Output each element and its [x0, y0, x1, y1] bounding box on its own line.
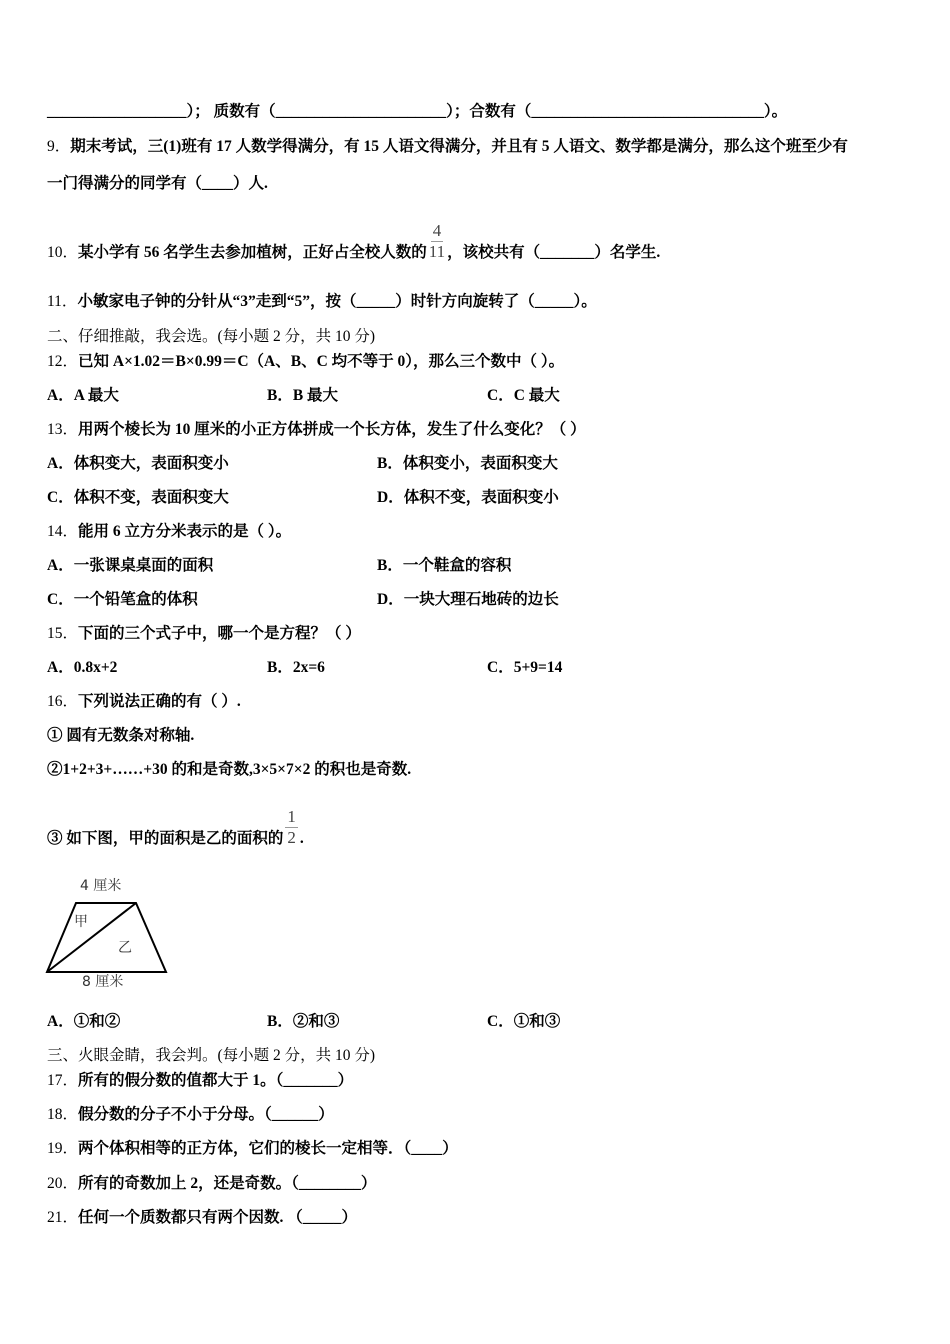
q16: 16．下列说法正确的有（ ）.	[47, 693, 241, 710]
q15-option: B．2x=6	[267, 659, 325, 676]
q14: 14．能用 6 立方分米表示的是（ ）。	[47, 523, 292, 540]
fraction: $\frac{4}{11}$	[428, 221, 446, 261]
q14-option: C．一个铅笔盒的体积	[47, 591, 198, 608]
q8-tail: __________________）； 质数有（______________________）；合数有（______________________________）。	[47, 103, 788, 120]
section-3-heading: 三、火眼金睛，我会判。(每小题 2 分，共 10 分)	[47, 1047, 376, 1064]
q13-option: C．体积不变，表面积变大	[47, 489, 229, 506]
q14-option: B．一个鞋盒的容积	[377, 557, 512, 574]
q12-option: A．A 最大	[47, 387, 119, 404]
q9: 9．期末考试，三(1)班有 17 人数学得满分，有 15 人语文得满分，并且有 5 人语文、数学都是满分，那么这个班至少有	[47, 138, 848, 155]
judge-item: 20．所有的奇数加上 2，还是奇数。（________）	[47, 1175, 377, 1192]
q16-statement-1: ① 圆有无数条对称轴.	[47, 727, 195, 744]
q10: 10．某小学有 56 名学生去参加植树，正好占全校人数的 $\frac{4}{11}$ ，该校共有（_______）名学生.	[47, 221, 661, 262]
fraction: $\frac{1}{2}$	[287, 807, 296, 847]
q16-option: A．①和②	[47, 1013, 121, 1030]
judge-item: 17．所有的假分数的值都大于 1。（_______）	[47, 1072, 354, 1089]
q9-line2: 一门得满分的同学有（____）人.	[47, 175, 268, 192]
judge-item: 18．假分数的分子不小于分母。（______）	[47, 1106, 334, 1123]
q13-option: D．体积不变，表面积变小	[377, 489, 559, 506]
q13: 13．用两个棱长为 10 厘米的小正方体拼成一个长方体，发生了什么变化？（ ）	[47, 421, 586, 438]
q12-option: B．B 最大	[267, 387, 339, 404]
section-2-heading: 二、仔细推敲，我会选。(每小题 2 分，共 10 分)	[47, 328, 376, 345]
bottom-length-label: 8 厘米	[82, 974, 124, 990]
judge-item: 21．任何一个质数都只有两个因数. （_____）	[47, 1209, 358, 1226]
region-yi-label: 乙	[118, 940, 132, 956]
q13-option: A．体积变大，表面积变小	[47, 455, 229, 472]
q12-option: C．C 最大	[487, 387, 560, 404]
trapezoid-shape	[47, 903, 166, 972]
q16-statement-2: ②1+2+3+……+30 的和是奇数,3×5×7×2 的积也是奇数.	[47, 761, 412, 778]
q13-option: B．体积变小，表面积变大	[377, 455, 558, 472]
region-jia-label: 甲	[74, 914, 88, 930]
judge-item: 19．两个体积相等的正方体，它们的棱长一定相等．（____）	[47, 1140, 458, 1157]
q16-statement-3: ③ 如下图，甲的面积是乙的面积的 $\frac{1}{2}$ .	[47, 807, 304, 848]
q15: 15．下面的三个式子中，哪一个是方程？（ ）	[47, 625, 361, 642]
q16-option: C．①和③	[487, 1013, 561, 1030]
q16-option: B．②和③	[267, 1013, 340, 1030]
q14-option: A．一张课桌桌面的面积	[47, 557, 214, 574]
q15-option: A．0.8x+2	[47, 659, 118, 676]
q14-option: D．一块大理石地砖的边长	[377, 591, 559, 608]
diagonal-line	[47, 903, 136, 972]
q15-option: C．5+9=14	[487, 659, 563, 676]
q12: 12．已知 A×1.02＝B×0.99＝C（A、B、C 均不等于 0），那么三个数中（ ）。	[47, 353, 565, 370]
trapezoid-figure	[40, 870, 180, 995]
top-length-label: 4 厘米	[80, 878, 122, 894]
q11: 11．小敏家电子钟的分针从“3”走到“5”，按（_____）时针方向旋转了（_____）。	[47, 293, 597, 310]
